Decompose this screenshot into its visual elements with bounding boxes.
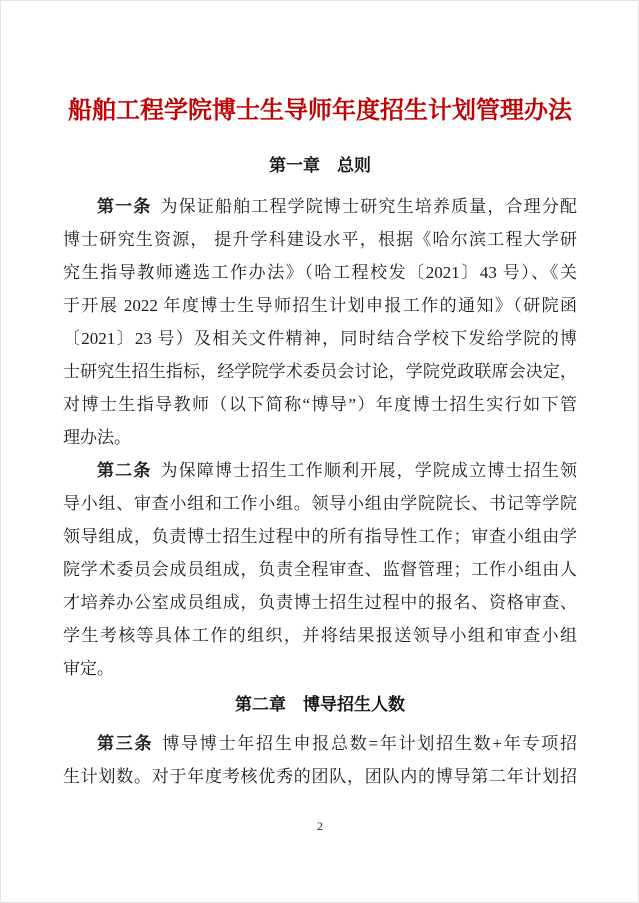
paragraph-article-2 xyxy=(63,454,577,685)
text-run: 博导博士年招生申报总数=年计划招生数+年专项招 xyxy=(162,734,577,753)
text-line: 博士研究生资源， 提升学科建设水平，根据《哈尔滨工程大学研 xyxy=(63,230,577,249)
text-line xyxy=(63,190,577,223)
text-line: 对博士生指导教师（以下简称“博导”）年度博士招生实行如下管 xyxy=(63,395,577,414)
text-line xyxy=(63,454,577,487)
article-2-lead: 第二条 xyxy=(97,461,152,480)
text-line: 究生指导教师遴选工作办法》（哈工程校发〔2021〕43 号）、《关 xyxy=(63,263,577,282)
chapter-2-heading: 第二章 博导招生人数 xyxy=(235,695,405,714)
text-run: 为保障博士招生工作顺利开展，学院成立博士招生领 xyxy=(160,461,577,480)
paragraph-article-3 xyxy=(63,727,577,793)
page-number: 2 xyxy=(317,819,323,833)
text-line: 院学术委员会成员组成，负责全程审查、监督管理；工作小组由人 xyxy=(63,560,577,579)
article-1-lead: 第一条 xyxy=(97,197,152,216)
text-line: 生计划数。对于年度考核优秀的团队，团队内的博导第二年计划招 xyxy=(63,767,577,786)
text-line: 士研究生招生指标，经学院学术委员会讨论，学院党政联席会决定， xyxy=(63,362,577,381)
chapter-1-heading: 第一章 总则 xyxy=(269,156,371,175)
text-run: 为保证船舶工程学院博士研究生培养质量，合理分配 xyxy=(160,197,577,216)
text-line: 审定。 xyxy=(63,659,114,678)
text-line: 学生考核等具体工作的组织，并将结果报送领导小组和审查小组 xyxy=(63,626,577,645)
text-line: 于开展 2022 年度博士生导师招生计划申报工作的通知》（研院函 xyxy=(63,296,577,315)
text-line xyxy=(63,727,577,760)
text-line: 才培养办公室成员组成，负责博士招生过程中的报名、资格审查、 xyxy=(63,593,577,612)
text-line: 〔2021〕23 号）及相关文件精神，同时结合学校下发给学院的博 xyxy=(63,329,577,348)
text-line: 理办法。 xyxy=(63,428,131,447)
paragraph-article-1 xyxy=(63,190,577,454)
article-3-lead: 第三条 xyxy=(97,734,154,753)
document-title: 船舶工程学院博士生导师年度招生计划管理办法 xyxy=(68,98,572,124)
text-line: 导小组、审查小组和工作小组。领导小组由学院院长、书记等学院 xyxy=(63,494,577,513)
text-line: 领导组成，负责博士招生过程中的所有指导性工作；审查小组由学 xyxy=(63,527,577,546)
